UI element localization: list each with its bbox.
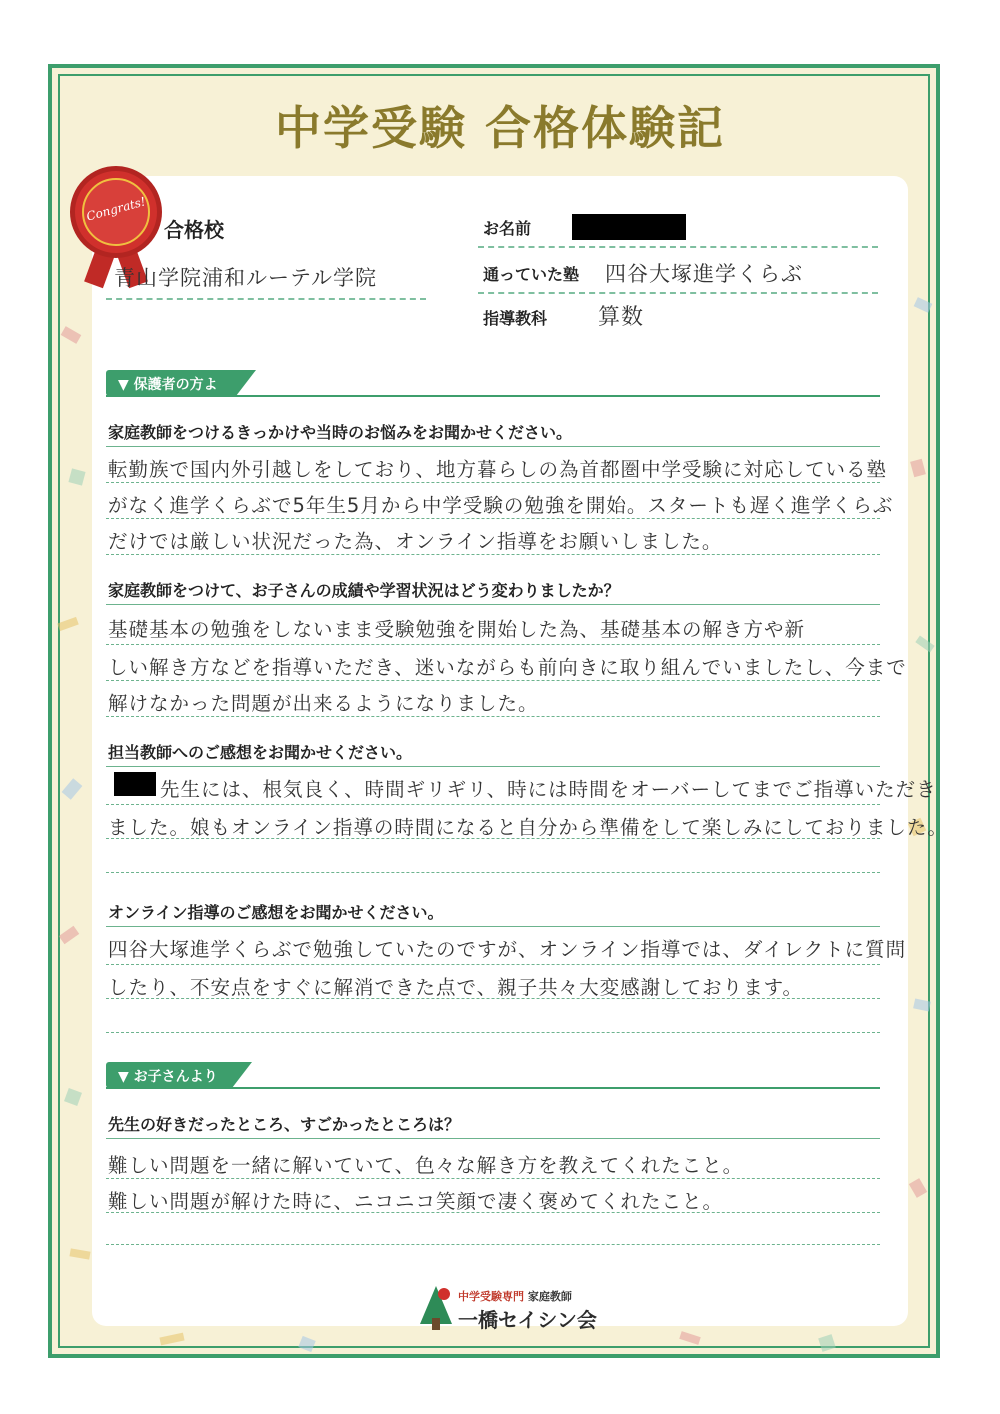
answer-1-line-1: 転勤族で国内外引越しをしており、地方暮らしの為首都圏中学受験に対応している塾 xyxy=(108,458,888,481)
company-logo xyxy=(418,1284,598,1334)
logo-tagline-dark: 家庭教師 xyxy=(527,1290,572,1303)
question-2-rule xyxy=(106,604,880,605)
cram-label: 通っていた塾 xyxy=(483,265,580,284)
answer-5-line-1: 難しい問題を一緒に解いていて、色々な解き方を教えてくれたこと。 xyxy=(108,1154,744,1177)
badge-text: Congrats! xyxy=(84,194,148,224)
answer-5-line-2: 難しい問題が解けた時に、ニコニコ笑顔で凄く褒めてくれたこと。 xyxy=(108,1190,724,1213)
answer-4-line-1: 四谷大塚進学くらぶで勉強していたのですが、オンライン指導では、ダイレクトに質問 xyxy=(108,938,907,961)
question-1-rule xyxy=(106,446,880,447)
answer-2-line-3: 解けなかった問題が出来るようになりました。 xyxy=(108,692,539,715)
triangle-icon: ▼ xyxy=(118,1069,129,1085)
answer-4-line-2: したり、不安点をすぐに解消できた点で、親子共々大変感謝しております。 xyxy=(108,976,804,999)
teacher-name-redacted xyxy=(114,772,156,796)
section-rule-child xyxy=(106,1087,880,1089)
section-tag-child xyxy=(106,1062,232,1088)
tree-logo-icon xyxy=(418,1284,454,1332)
answer-line-rule xyxy=(106,680,880,681)
name-redacted xyxy=(572,214,686,240)
answer-line-rule xyxy=(106,1032,880,1033)
answer-line-rule xyxy=(106,998,880,999)
answer-line-rule xyxy=(106,838,880,839)
answer-2-line-2: しい解き方などを指導いただき、迷いながらも前向きに取り組んでいましたし、今まで xyxy=(108,656,907,679)
school-underline xyxy=(106,298,426,300)
answer-line-rule xyxy=(106,644,880,645)
answer-1-line-2: がなく進学くらぶで5年生5月から中学受験の勉強を開始。スタートも遅く進学くらぶ xyxy=(108,494,894,517)
answer-line-rule xyxy=(106,1178,880,1179)
question-4: オンライン指導のご感想をお聞かせください。 xyxy=(108,903,444,922)
triangle-icon: ▼ xyxy=(118,377,129,393)
answer-line-rule xyxy=(106,1212,880,1213)
subject-value: 算数 xyxy=(598,305,645,330)
section-tag-label: お子さんより xyxy=(133,1069,218,1085)
answer-line-rule xyxy=(106,518,880,519)
subject-label: 指導教科 xyxy=(483,309,548,328)
answer-line-rule xyxy=(106,1244,880,1245)
question-2: 家庭教師をつけて、お子さんの成績や学習状況はどう変わりましたか？ xyxy=(108,581,620,600)
logo-name: 一橋セイシン会 xyxy=(458,1308,597,1332)
answer-line-rule xyxy=(106,964,880,965)
logo-tagline-red: 中学受験専門 xyxy=(458,1290,524,1303)
question-3-rule xyxy=(106,766,880,767)
question-5: 先生の好きだったところ、すごかったところは？ xyxy=(108,1115,461,1134)
question-5-rule xyxy=(106,1138,880,1139)
name-label: お名前 xyxy=(483,219,532,238)
answer-1-line-3: だけでは厳しい状況だった為、オンライン指導をお願いしました。 xyxy=(108,530,723,553)
answer-line-rule xyxy=(106,554,880,555)
question-3: 担当教師へのご感想をお聞かせください。 xyxy=(108,743,413,762)
answer-line-rule xyxy=(106,482,880,483)
school-label: 合格校 xyxy=(164,218,224,242)
answer-3-line-1: 先生には、根気良く、時間ギリギリ、時には時間をオーバーしてまでご指導いただき xyxy=(160,778,937,801)
section-tag-label: 保護者の方より xyxy=(118,377,218,413)
school-value: 青山学院浦和ルーテル学院 xyxy=(114,266,377,290)
question-4-rule xyxy=(106,926,880,927)
section-tag-parent xyxy=(106,370,236,413)
section-rule-parent xyxy=(106,395,880,397)
cram-underline xyxy=(478,292,878,294)
answer-2-line-1: 基礎基本の勉強をしないまま受験勉強を開始した為、基礎基本の解き方や新 xyxy=(108,618,806,641)
question-1: 家庭教師をつけるきっかけや当時のお悩みをお聞かせください。 xyxy=(108,423,573,442)
name-underline xyxy=(478,246,878,248)
answer-line-rule xyxy=(106,872,880,873)
page-title: 中学受験 合格体験記 xyxy=(274,101,725,155)
answer-line-rule xyxy=(106,804,880,805)
answer-line-rule xyxy=(106,716,880,717)
answer-3-line-2: ました。娘もオンライン指導の時間になると自分から準備をして楽しみにしておりました。 xyxy=(108,816,948,839)
cram-value: 四谷大塚進学くらぶ xyxy=(605,262,803,286)
logo-tagline xyxy=(458,1288,572,1304)
